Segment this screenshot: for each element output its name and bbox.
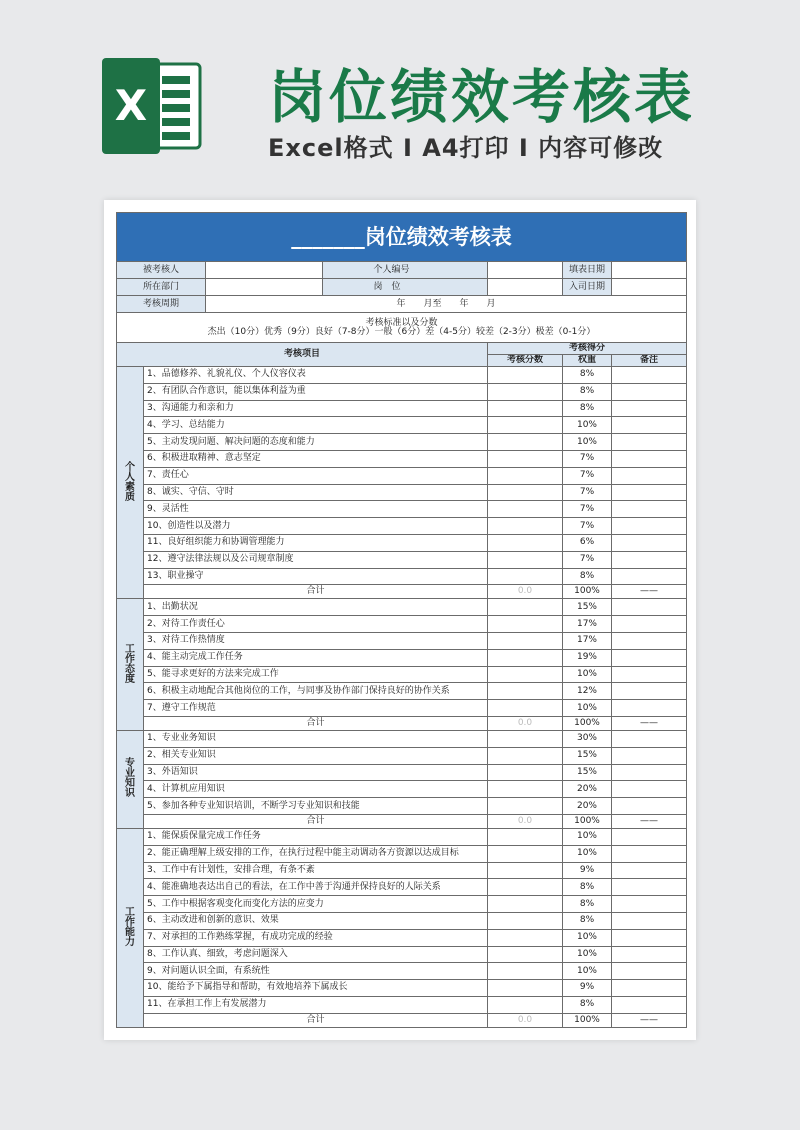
item-weight: 10% (563, 929, 612, 946)
position-field[interactable] (488, 279, 563, 296)
excel-icon (102, 58, 202, 154)
item-note-field[interactable] (612, 518, 687, 535)
item-text: 5、能寻求更好的方法来完成工作 (144, 666, 488, 683)
table-row (117, 383, 687, 400)
item-score-field[interactable] (488, 730, 563, 747)
item-note-field[interactable] (612, 929, 687, 946)
item-weight: 8% (563, 912, 612, 929)
item-text: 10、能给予下属指导和帮助，有效地培养下属成长 (144, 980, 488, 997)
item-score-field[interactable] (488, 450, 563, 467)
table-row (117, 929, 687, 946)
item-text: 3、对待工作热情度 (144, 632, 488, 649)
item-text: 6、主动改进和创新的意识、效果 (144, 912, 488, 929)
item-weight: 10% (563, 946, 612, 963)
item-text: 4、计算机应用知识 (144, 781, 488, 798)
item-note-field[interactable] (612, 946, 687, 963)
item-weight: 10% (563, 700, 612, 717)
table-row (117, 980, 687, 997)
fill-date-field[interactable] (612, 262, 687, 279)
item-text: 4、能准确地表达出自己的看法，在工作中善于沟通并保持良好的人际关系 (144, 879, 488, 896)
item-score-field[interactable] (488, 828, 563, 845)
item-score-field[interactable] (488, 616, 563, 633)
item-text: 5、主动发现问题、解决问题的态度和能力 (144, 434, 488, 451)
department-label: 所在部门 (117, 279, 206, 296)
sheet-paper (104, 200, 696, 1040)
item-note-field[interactable] (612, 700, 687, 717)
fill-date-label: 填表日期 (563, 262, 612, 279)
item-note-field[interactable] (612, 383, 687, 400)
table-row (117, 683, 687, 700)
item-note-field[interactable] (612, 845, 687, 862)
section-label-text: 工作态度 (125, 643, 135, 685)
table-row (117, 896, 687, 913)
table-row (117, 879, 687, 896)
item-score-field[interactable] (488, 980, 563, 997)
section-label (117, 599, 144, 731)
item-note-field[interactable] (612, 599, 687, 616)
item-text: 9、对问题认识全面，有系统性 (144, 963, 488, 980)
total-label: 合计 (144, 1013, 488, 1027)
table-row (117, 518, 687, 535)
section-total-row (117, 1013, 687, 1027)
scoring-standard-title: 考核标准以及分数 (365, 318, 438, 328)
total-note: —— (612, 585, 687, 599)
item-weight: 9% (563, 980, 612, 997)
personal-no-label: 个人编号 (371, 262, 488, 279)
item-note-field[interactable] (612, 484, 687, 501)
item-score-field[interactable] (488, 367, 563, 384)
col-header-note: 备注 (612, 355, 687, 367)
item-score-field[interactable] (488, 649, 563, 666)
item-text: 1、出勤状况 (144, 599, 488, 616)
item-score-field[interactable] (488, 417, 563, 434)
item-text: 1、品德修养、礼貌礼仪、个人仪容仪表 (144, 367, 488, 384)
item-note-field[interactable] (612, 764, 687, 781)
total-weight: 100% (563, 716, 612, 730)
item-score-field[interactable] (488, 599, 563, 616)
total-score: 0.0 (488, 585, 563, 599)
table-row (117, 467, 687, 484)
item-text: 6、积极进取精神、意志坚定 (144, 450, 488, 467)
position-spacer (323, 279, 371, 296)
scoring-standard (117, 313, 687, 343)
section-label (117, 730, 144, 828)
item-weight: 30% (563, 730, 612, 747)
item-weight: 7% (563, 551, 612, 568)
table-row (117, 798, 687, 815)
item-text: 5、参加各种专业知识培训，不断学习专业知识和技能 (144, 798, 488, 815)
item-weight: 20% (563, 798, 612, 815)
item-weight: 8% (563, 879, 612, 896)
item-score-field[interactable] (488, 996, 563, 1013)
table-row (117, 730, 687, 747)
table-row (117, 666, 687, 683)
item-score-field[interactable] (488, 484, 563, 501)
item-text: 11、良好组织能力和协调管理能力 (144, 534, 488, 551)
item-weight: 8% (563, 383, 612, 400)
section-total-row (117, 814, 687, 828)
item-note-field[interactable] (612, 996, 687, 1013)
item-score-field[interactable] (488, 879, 563, 896)
item-weight: 7% (563, 501, 612, 518)
table-row (117, 996, 687, 1013)
item-note-field[interactable] (612, 450, 687, 467)
table-row (117, 764, 687, 781)
item-score-field[interactable] (488, 467, 563, 484)
item-note-field[interactable] (612, 501, 687, 518)
table-row (117, 616, 687, 633)
item-weight: 15% (563, 764, 612, 781)
total-label: 合计 (144, 814, 488, 828)
item-text: 1、能保质保量完成工作任务 (144, 828, 488, 845)
item-score-field[interactable] (488, 383, 563, 400)
join-date-field[interactable] (612, 279, 687, 296)
item-text: 8、工作认真、细致，考虑问题深入 (144, 946, 488, 963)
table-row (117, 649, 687, 666)
item-note-field[interactable] (612, 534, 687, 551)
item-text: 7、责任心 (144, 467, 488, 484)
section-total-row (117, 716, 687, 730)
item-score-field[interactable] (488, 434, 563, 451)
total-label: 合计 (144, 716, 488, 730)
table-row (117, 632, 687, 649)
item-text: 2、有团队合作意识，能以集体利益为重 (144, 383, 488, 400)
item-note-field[interactable] (612, 649, 687, 666)
personal-no-field[interactable] (488, 262, 563, 279)
total-note: —— (612, 1013, 687, 1027)
item-score-field[interactable] (488, 862, 563, 879)
period-field[interactable]: 年 月至 年 月 (206, 296, 687, 313)
item-score-field[interactable] (488, 666, 563, 683)
evaluatee-field[interactable] (206, 262, 323, 279)
item-score-field[interactable] (488, 798, 563, 815)
item-weight: 7% (563, 467, 612, 484)
item-weight: 7% (563, 518, 612, 535)
item-text: 11、在承担工作上有发展潜力 (144, 996, 488, 1013)
item-text: 7、对承担的工作熟练掌握，有成功完成的经验 (144, 929, 488, 946)
table-row (117, 450, 687, 467)
item-note-field[interactable] (612, 417, 687, 434)
item-text: 9、灵活性 (144, 501, 488, 518)
table-row (117, 862, 687, 879)
item-weight: 9% (563, 862, 612, 879)
item-text: 3、沟通能力和亲和力 (144, 400, 488, 417)
item-weight: 15% (563, 599, 612, 616)
item-note-field[interactable] (612, 467, 687, 484)
item-note-field[interactable] (612, 828, 687, 845)
item-text: 4、学习、总结能力 (144, 417, 488, 434)
item-weight: 12% (563, 683, 612, 700)
item-note-field[interactable] (612, 896, 687, 913)
item-score-field[interactable] (488, 929, 563, 946)
col-header-weight: 权重 (563, 355, 612, 367)
item-note-field[interactable] (612, 730, 687, 747)
banner-title: 岗位绩效考核表 (268, 63, 696, 131)
logo-letter: X (114, 81, 148, 130)
col-header-item: 考核项目 (117, 343, 488, 367)
item-weight: 6% (563, 534, 612, 551)
item-text: 2、相关专业知识 (144, 747, 488, 764)
table-row (117, 828, 687, 845)
table-row (117, 599, 687, 616)
item-score-field[interactable] (488, 400, 563, 417)
total-note: —— (612, 814, 687, 828)
department-field[interactable] (206, 279, 323, 296)
item-weight: 10% (563, 828, 612, 845)
section-label-text: 个人素质 (125, 461, 135, 503)
section-label-text: 专业知识 (125, 758, 135, 800)
item-note-field[interactable] (612, 551, 687, 568)
item-text: 5、工作中根据客观变化而变化方法的应变力 (144, 896, 488, 913)
table-row (117, 568, 687, 585)
item-weight: 10% (563, 417, 612, 434)
total-weight: 100% (563, 1013, 612, 1027)
section-label (117, 367, 144, 599)
item-score-field[interactable] (488, 518, 563, 535)
item-text: 10、创造性以及潜力 (144, 518, 488, 535)
item-note-field[interactable] (612, 747, 687, 764)
section-label-text: 工作能力 (125, 906, 135, 948)
item-note-field[interactable] (612, 632, 687, 649)
item-text: 4、能主动完成工作任务 (144, 649, 488, 666)
item-score-field[interactable] (488, 683, 563, 700)
sheet-title: _______岗位绩效考核表 (117, 213, 687, 262)
item-score-field[interactable] (488, 781, 563, 798)
table-row (117, 912, 687, 929)
col-header-score: 考核分数 (488, 355, 563, 367)
scoring-standard-levels: 杰出（10分）优秀（9分）良好（7-8分）一般（6分）差（4-5分）较差（2-3分）极差（0-1分） (207, 327, 596, 337)
total-score: 0.0 (488, 716, 563, 730)
item-weight: 10% (563, 845, 612, 862)
item-text: 6、积极主动地配合其他岗位的工作，与同事及协作部门保持良好的协作关系 (144, 683, 488, 700)
total-label: 合计 (144, 585, 488, 599)
item-score-field[interactable] (488, 551, 563, 568)
table-row (117, 946, 687, 963)
table-row (117, 551, 687, 568)
item-score-field[interactable] (488, 912, 563, 929)
item-weight: 20% (563, 781, 612, 798)
item-text: 12、遵守法律法规以及公司规章制度 (144, 551, 488, 568)
item-note-field[interactable] (612, 666, 687, 683)
table-row (117, 434, 687, 451)
item-score-field[interactable] (488, 501, 563, 518)
table-row (117, 963, 687, 980)
item-weight: 17% (563, 616, 612, 633)
total-weight: 100% (563, 814, 612, 828)
item-weight: 7% (563, 484, 612, 501)
item-note-field[interactable] (612, 963, 687, 980)
item-text: 2、对待工作责任心 (144, 616, 488, 633)
item-text: 8、诚实、守信、守时 (144, 484, 488, 501)
item-weight: 8% (563, 568, 612, 585)
item-score-field[interactable] (488, 534, 563, 551)
item-weight: 10% (563, 434, 612, 451)
item-score-field[interactable] (488, 764, 563, 781)
item-note-field[interactable] (612, 367, 687, 384)
item-score-field[interactable] (488, 896, 563, 913)
item-weight: 10% (563, 963, 612, 980)
table-row (117, 400, 687, 417)
join-date-label: 入司日期 (563, 279, 612, 296)
item-text: 7、遵守工作规范 (144, 700, 488, 717)
item-note-field[interactable] (612, 862, 687, 879)
table-row (117, 417, 687, 434)
position-label: 岗 位 (371, 279, 488, 296)
appraisal-table (116, 212, 687, 1028)
item-weight: 8% (563, 367, 612, 384)
item-weight: 8% (563, 896, 612, 913)
item-weight: 19% (563, 649, 612, 666)
item-text: 2、能正确理解上级安排的工作，在执行过程中能主动调动各方资源以达成目标 (144, 845, 488, 862)
item-weight: 8% (563, 400, 612, 417)
evaluatee-label: 被考核人 (117, 262, 206, 279)
item-note-field[interactable] (612, 568, 687, 585)
item-weight: 10% (563, 666, 612, 683)
table-row (117, 781, 687, 798)
item-weight: 8% (563, 996, 612, 1013)
total-weight: 100% (563, 585, 612, 599)
item-text: 1、专业业务知识 (144, 730, 488, 747)
item-note-field[interactable] (612, 781, 687, 798)
item-score-field[interactable] (488, 747, 563, 764)
page-header (0, 0, 800, 200)
item-note-field[interactable] (612, 683, 687, 700)
personal-no-spacer (323, 262, 371, 279)
section-total-row (117, 585, 687, 599)
item-note-field[interactable] (612, 798, 687, 815)
item-weight: 7% (563, 450, 612, 467)
item-note-field[interactable] (612, 879, 687, 896)
table-row (117, 747, 687, 764)
col-header-score-group: 考核得分 (488, 343, 687, 355)
table-row (117, 845, 687, 862)
item-note-field[interactable] (612, 400, 687, 417)
table-row (117, 534, 687, 551)
table-row (117, 700, 687, 717)
item-score-field[interactable] (488, 946, 563, 963)
period-label: 考核周期 (117, 296, 206, 313)
item-score-field[interactable] (488, 568, 563, 585)
item-score-field[interactable] (488, 845, 563, 862)
item-score-field[interactable] (488, 700, 563, 717)
banner-subtitle: Excel格式 Ⅰ A4打印 Ⅰ 内容可修改 (268, 134, 664, 162)
item-text: 3、工作中有计划性，安排合理，有条不紊 (144, 862, 488, 879)
total-note: —— (612, 716, 687, 730)
item-score-field[interactable] (488, 963, 563, 980)
item-note-field[interactable] (612, 912, 687, 929)
total-score: 0.0 (488, 814, 563, 828)
table-row (117, 484, 687, 501)
item-text: 13、职业操守 (144, 568, 488, 585)
item-note-field[interactable] (612, 434, 687, 451)
item-note-field[interactable] (612, 616, 687, 633)
table-row (117, 501, 687, 518)
item-weight: 15% (563, 747, 612, 764)
item-text: 3、外语知识 (144, 764, 488, 781)
table-row (117, 367, 687, 384)
item-note-field[interactable] (612, 980, 687, 997)
item-score-field[interactable] (488, 632, 563, 649)
item-weight: 17% (563, 632, 612, 649)
section-label (117, 828, 144, 1027)
total-score: 0.0 (488, 1013, 563, 1027)
